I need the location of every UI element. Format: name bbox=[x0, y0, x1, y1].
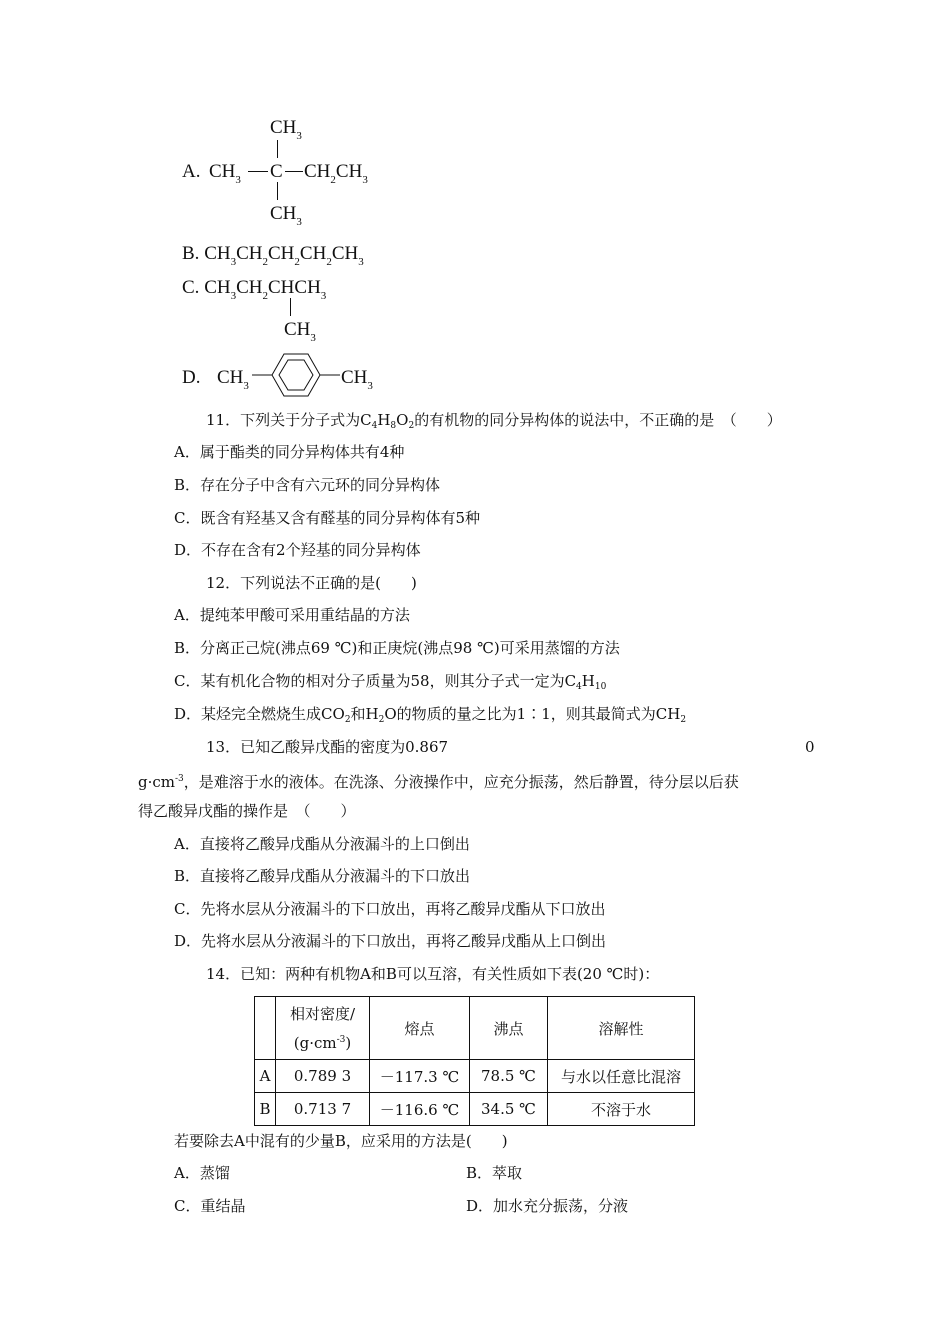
q12-option-b: B．分离正己烷(沸点69 ℃)和正庚烷(沸点98 ℃)可采用蒸馏的方法 bbox=[174, 639, 620, 657]
benzene-ring-icon bbox=[252, 350, 342, 400]
q13-stem-line1: 13．已知乙酸异戊酯的密度为0.867 bbox=[206, 738, 449, 756]
q11-stem: 11．下列关于分子式为$C_4H_8O_2$的有机物的同分异构体的说法中，不正确的是 （ ） bbox=[206, 411, 782, 431]
q13-option-c: C．先将水层从分液漏斗的下口放出，再将乙酸异戊酯从下口放出 bbox=[174, 900, 606, 918]
q14-stem: 14．已知：两种有机物A和B可以互溶，有关性质如下表(20 ℃时)： bbox=[206, 965, 660, 983]
option-c-formula: C. $CH_3CH_2CHCH_3$ bbox=[182, 277, 327, 302]
properties-table bbox=[254, 996, 695, 1126]
chem-left-ch3: $CH_3$ bbox=[217, 367, 249, 392]
table-row bbox=[255, 1060, 695, 1093]
bond-left bbox=[248, 171, 268, 172]
q14-option-a: A．蒸馏 bbox=[174, 1164, 230, 1182]
q14-option-b: B．萃取 bbox=[466, 1164, 523, 1182]
table-cell-name: A bbox=[255, 1060, 276, 1093]
table-cell-density: 0.713 7 bbox=[276, 1093, 370, 1126]
table-header-density: 相对密度/ $(g\cdot cm^{-3})$ bbox=[276, 997, 370, 1060]
q11-option-c: C．既含有羟基又含有醛基的同分异构体有5种 bbox=[174, 509, 481, 527]
q13-option-a: A．直接将乙酸异戊酯从分液漏斗的上口倒出 bbox=[174, 835, 470, 853]
chem-top-ch3: $CH_3$ bbox=[270, 117, 302, 142]
q13-stem-line1-right: 0 bbox=[805, 738, 815, 756]
table-header-melting-point: 熔点 bbox=[370, 997, 470, 1060]
q13-option-d: D．先将水层从分液漏斗的下口放出，再将乙酸异戊酯从上口倒出 bbox=[174, 932, 607, 950]
table-cell-boiling-point: 34.5 ℃ bbox=[470, 1093, 548, 1126]
q12-option-d: D．某烃完全燃烧生成$CO_2$和$H_2O$的物质的量之比为1∶1，则其最简式为$CH_2$ bbox=[174, 705, 687, 725]
q14-question: 若要除去A中混有的少量B，应采用的方法是( ) bbox=[174, 1132, 508, 1150]
q13-stem-line3: 得乙酸异戊酯的操作是 （ ） bbox=[138, 802, 356, 820]
chem-right-ch3: $CH_3$ bbox=[341, 367, 373, 392]
table-header-row bbox=[255, 997, 695, 1060]
table-cell-density: 0.789 3 bbox=[276, 1060, 370, 1093]
option-b-formula: B. $CH_3CH_2CH_2CH_2CH_3$ bbox=[182, 243, 364, 268]
q13-option-b: B．直接将乙酸异戊酯从分液漏斗的下口放出 bbox=[174, 867, 471, 885]
chem-left-ch3: $CH_3$ bbox=[209, 161, 241, 186]
table-row bbox=[255, 1093, 695, 1126]
bond-branch bbox=[290, 298, 291, 316]
chem-center-c: C bbox=[270, 161, 283, 182]
table-header-boiling-point: 沸点 bbox=[470, 997, 548, 1060]
table-cell-name: B bbox=[255, 1093, 276, 1126]
q12-option-c: C．某有机化合物的相对分子质量为58，则其分子式一定为$C_4H_{10}$ bbox=[174, 672, 607, 692]
table-cell-melting-point: －117.3 ℃ bbox=[370, 1060, 470, 1093]
table-header-solubility: 溶解性 bbox=[548, 997, 695, 1060]
q12-stem: 12．下列说法不正确的是( ) bbox=[206, 574, 417, 592]
q11-option-d: D．不存在含有2个羟基的同分异构体 bbox=[174, 541, 421, 559]
chem-bottom-ch3: $CH_3$ bbox=[270, 203, 302, 228]
table-cell-solubility: 不溶于水 bbox=[548, 1093, 695, 1126]
q11-option-b: B．存在分子中含有六元环的同分异构体 bbox=[174, 476, 441, 494]
chem-right-ch2ch3: $CH_2CH_3$ bbox=[304, 161, 368, 186]
table-cell-solubility: 与水以任意比混溶 bbox=[548, 1060, 695, 1093]
q11-option-a: A．属于酯类的同分异构体共有4种 bbox=[174, 443, 405, 461]
table-corner-cell bbox=[255, 997, 276, 1060]
bond-vertical-bottom bbox=[277, 182, 278, 200]
q14-option-c: C．重结晶 bbox=[174, 1197, 246, 1215]
q13-stem-line2: $g\cdot cm^{-3}$，是难溶于水的液体。在洗涤、分液操作中，应充分振荡，然后静置，待分层以后获 bbox=[138, 773, 739, 791]
q12-option-a: A．提纯苯甲酸可采用重结晶的方法 bbox=[174, 606, 410, 624]
table-cell-boiling-point: 78.5 ℃ bbox=[470, 1060, 548, 1093]
q14-option-d: D．加水充分振荡，分液 bbox=[466, 1197, 629, 1215]
chem-branch-ch3: $CH_3$ bbox=[284, 319, 316, 344]
option-a-label: A. bbox=[182, 161, 201, 182]
bond-right bbox=[285, 171, 303, 172]
bond-vertical-top bbox=[277, 140, 278, 158]
table-cell-melting-point: －116.6 ℃ bbox=[370, 1093, 470, 1126]
option-d-label: D. bbox=[182, 367, 201, 388]
